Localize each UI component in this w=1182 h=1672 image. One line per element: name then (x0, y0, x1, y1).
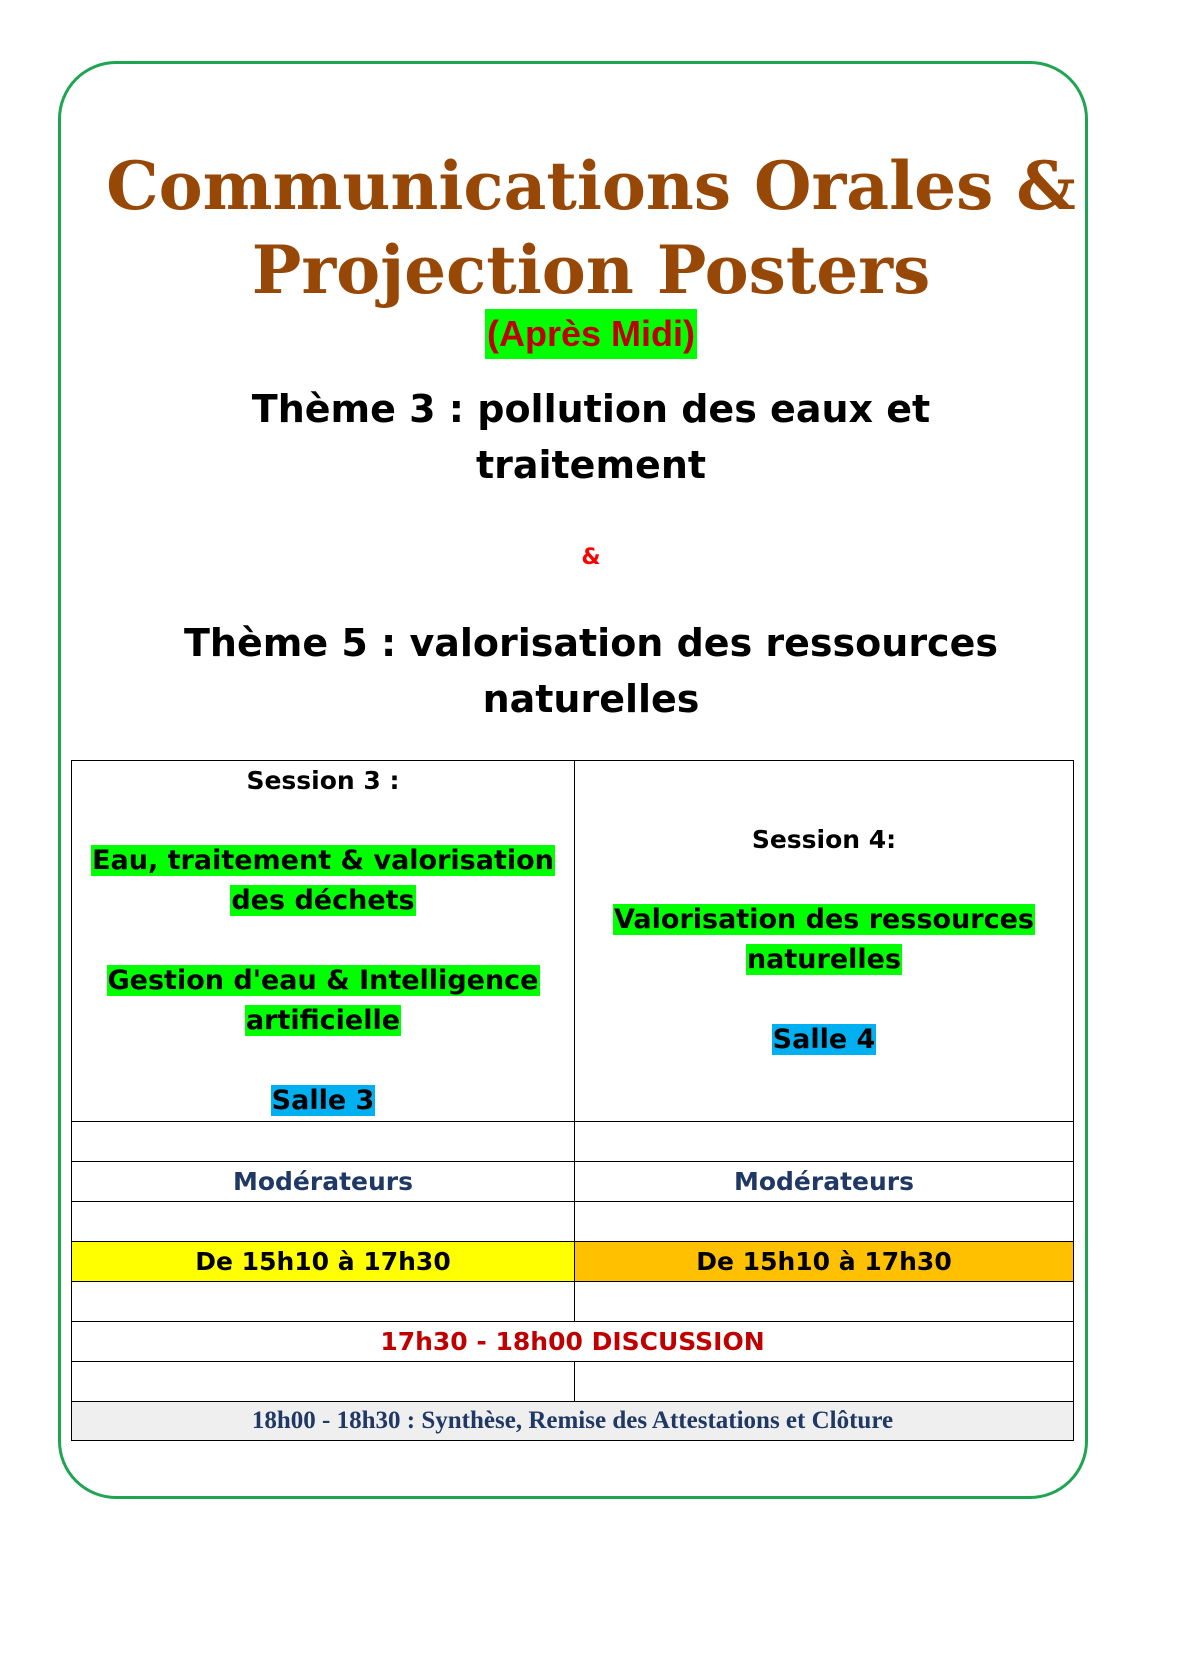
session-4-title: Session 4: (751, 825, 897, 854)
theme-separator: & (581, 545, 601, 570)
title-line-1: Communications Orales & (106, 147, 1076, 225)
empty-cell (575, 1202, 1074, 1242)
discussion-row (72, 1322, 1074, 1362)
closing-session: 18h00 - 18h30 : Synthèse, Remise des Attestations et Clôture (72, 1402, 1074, 1441)
empty-cell (72, 1122, 575, 1162)
session-3-room-label: Salle 3 (271, 1085, 375, 1116)
session-4-moderators-label: Modérateurs (575, 1162, 1074, 1202)
session-3-topic-1-line-1: Eau, traitement & valorisation (92, 845, 554, 876)
theme-3-line-1: Thème 3 : pollution des eaux et (251, 387, 931, 431)
session-3-time: De 15h10 à 17h30 (72, 1242, 575, 1282)
session-3-topic-1-line-2: des déchets (231, 885, 415, 916)
session-row (72, 761, 1074, 1122)
empty-row (72, 1122, 1074, 1162)
session-4-room-label: Salle 4 (772, 1024, 876, 1055)
empty-cell (72, 1362, 575, 1402)
session-3-title: Session 3 : (246, 766, 400, 795)
empty-cell (72, 1282, 575, 1322)
empty-row (72, 1362, 1074, 1402)
session-4-topic-1 (575, 900, 1073, 980)
empty-cell (575, 1122, 1074, 1162)
session-3-topic-2 (72, 961, 574, 1041)
theme-3-heading (0, 381, 1182, 493)
empty-row (72, 1202, 1074, 1242)
empty-row (72, 1282, 1074, 1322)
session-3-topic-1 (72, 841, 574, 921)
closing-row (72, 1402, 1074, 1441)
schedule-table (71, 760, 1074, 1441)
theme-5-line-2: naturelles (482, 677, 700, 721)
moderators-row (72, 1162, 1074, 1202)
session-4-topic-1-line-2: naturelles (746, 944, 902, 975)
theme-3-line-2: traitement (475, 443, 707, 487)
session-3-topic-2-line-1: Gestion d'eau & Intelligence (107, 965, 539, 996)
session-4-room (575, 1020, 1073, 1060)
subtitle-wrap (0, 309, 1182, 359)
discussion-time: 17h30 - 18h00 DISCUSSION (72, 1322, 1074, 1362)
time-row (72, 1242, 1074, 1282)
empty-cell (575, 1362, 1074, 1402)
session-3-cell (72, 761, 575, 1122)
session-3-topic-2-line-2: artificielle (245, 1005, 401, 1036)
empty-cell (72, 1202, 575, 1242)
theme-5-line-1: Thème 5 : valorisation des ressources (184, 621, 998, 665)
session-4-cell (575, 761, 1074, 1122)
theme-5-heading (0, 615, 1182, 727)
empty-cell (575, 1282, 1074, 1322)
session-3-room (72, 1081, 574, 1121)
title-line-2: Projection Posters (251, 231, 931, 309)
subtitle: (Après Midi) (485, 309, 697, 359)
page-title (0, 144, 1182, 312)
session-3-moderators-label: Modérateurs (72, 1162, 575, 1202)
session-4-time: De 15h10 à 17h30 (575, 1242, 1074, 1282)
session-4-topic-1-line-1: Valorisation des ressources (614, 904, 1034, 935)
